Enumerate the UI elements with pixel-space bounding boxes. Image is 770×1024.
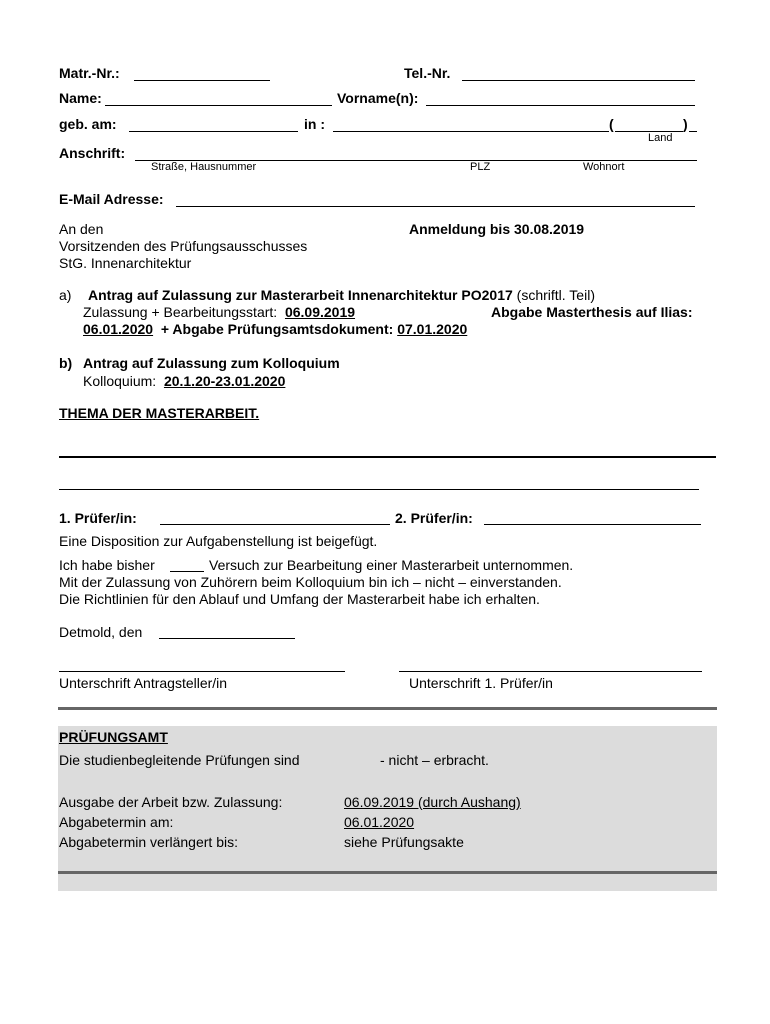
verlaengert-value: siehe Prüfungsakte	[344, 834, 464, 850]
anschrift-label: Anschrift:	[59, 145, 126, 161]
vorname-field[interactable]	[426, 105, 695, 106]
pruefungsamt-footer-band	[58, 874, 717, 891]
examiner-signature-label: Unterschrift 1. Prüfer/in	[409, 675, 553, 691]
email-field[interactable]	[176, 206, 695, 207]
tel-label: Tel.-Nr.	[404, 65, 451, 81]
ausgabe-label: Ausgabe der Arbeit bzw. Zulassung:	[59, 794, 283, 810]
pruefer2-label: 2. Prüfer/in:	[395, 510, 473, 526]
abgabe-label: Abgabe Masterthesis auf Ilias:	[491, 304, 693, 320]
pruefungsamt-title: PRÜFUNGSAMT	[59, 729, 168, 745]
versuch-post: Versuch zur Bearbeitung einer Masterarbeit unternommen.	[209, 557, 574, 573]
start-date: 06.09.2019	[284, 304, 356, 320]
thema-title: THEMA DER MASTERARBEIT.	[59, 405, 260, 421]
matr-field[interactable]	[134, 80, 270, 81]
applicant-signature-label: Unterschrift Antragsteller/in	[59, 675, 228, 691]
richtlinien-text: Die Richtlinien für den Ablauf und Umfang der Masterarbeit habe ich erhalten.	[59, 591, 540, 607]
pruefer1-label: 1. Prüfer/in:	[59, 510, 137, 526]
disposition-text: Eine Disposition zur Aufgabenstellung ist beigefügt.	[59, 533, 378, 549]
in-label: in :	[304, 116, 325, 132]
recipient-line3: StG. Innenarchitektur	[59, 255, 192, 271]
birthplace-field[interactable]	[333, 131, 609, 132]
section-b-marker: b)	[59, 355, 73, 371]
abgabetermin-label: Abgabetermin am:	[59, 814, 174, 830]
paren-open: (	[609, 116, 614, 132]
ausgabe-value: 06.09.2019 (durch Aushang)	[344, 794, 521, 810]
email-label: E-Mail Adresse:	[59, 191, 164, 207]
recipient-line2: Vorsitzenden des Prüfungsausschusses	[59, 238, 308, 254]
zuhoerer-text: Mit der Zulassung von Zuhörern beim Kolloquium bin ich – nicht – einverstanden.	[59, 574, 562, 590]
vorname-label: Vorname(n):	[337, 90, 419, 106]
wohnort-caption: Wohnort	[583, 161, 625, 173]
matr-label: Matr.-Nr.:	[59, 65, 120, 81]
start-line: Zulassung + Bearbeitungsstart: 06.09.2019	[83, 304, 356, 320]
studien-label: Die studienbegleitende Prüfungen sind	[59, 752, 300, 768]
land-caption: Land	[648, 132, 673, 144]
thema-field-line1[interactable]	[59, 456, 716, 458]
ort-label: Detmold, den	[59, 624, 143, 640]
examiner-signature-line[interactable]	[399, 671, 702, 672]
pruefer1-field[interactable]	[160, 524, 390, 525]
section-a-title: Antrag auf Zulassung zur Masterarbeit Innenarchitektur PO2017 (schriftl. Teil)	[88, 287, 595, 303]
kolloquium-date: 20.1.20-23.01.2020	[163, 373, 286, 389]
kolloquium-line: Kolloquium: 20.1.20-23.01.2020	[83, 373, 286, 389]
dokument-date: 07.01.2020	[397, 321, 468, 337]
section-a-marker: a)	[59, 287, 72, 303]
versuch-pre: Ich habe bisher	[59, 557, 155, 573]
verlaengert-label: Abgabetermin verlängert bis:	[59, 834, 238, 850]
paren-close: )	[683, 116, 688, 132]
strasse-caption: Straße, Hausnummer	[151, 161, 257, 173]
versuch-count-field[interactable]	[170, 571, 204, 572]
section-b-title: Antrag auf Zulassung zum Kolloquium	[83, 355, 340, 371]
abgabe-date: 06.01.2020	[83, 321, 154, 337]
abgabe-line: 06.01.2020 + Abgabe Prüfungsamtsdokument: 07.01.2020	[83, 321, 468, 337]
thema-field-line2[interactable]	[59, 489, 699, 490]
studien-value: - nicht – erbracht.	[380, 752, 489, 768]
pruefungsamt-top-rule	[58, 707, 717, 710]
geb-field[interactable]	[129, 131, 298, 132]
name-field[interactable]	[105, 105, 332, 106]
deadline-text: Anmeldung bis 30.08.2019	[409, 221, 585, 237]
geb-label: geb. am:	[59, 116, 117, 132]
name-label: Name:	[59, 90, 102, 106]
date-field[interactable]	[159, 638, 295, 639]
abgabetermin-value: 06.01.2020	[344, 814, 415, 830]
applicant-signature-line[interactable]	[59, 671, 345, 672]
pruefer2-field[interactable]	[484, 524, 701, 525]
plz-caption: PLZ	[470, 161, 491, 173]
recipient-line1: An den	[59, 221, 104, 237]
tel-field[interactable]	[462, 80, 695, 81]
